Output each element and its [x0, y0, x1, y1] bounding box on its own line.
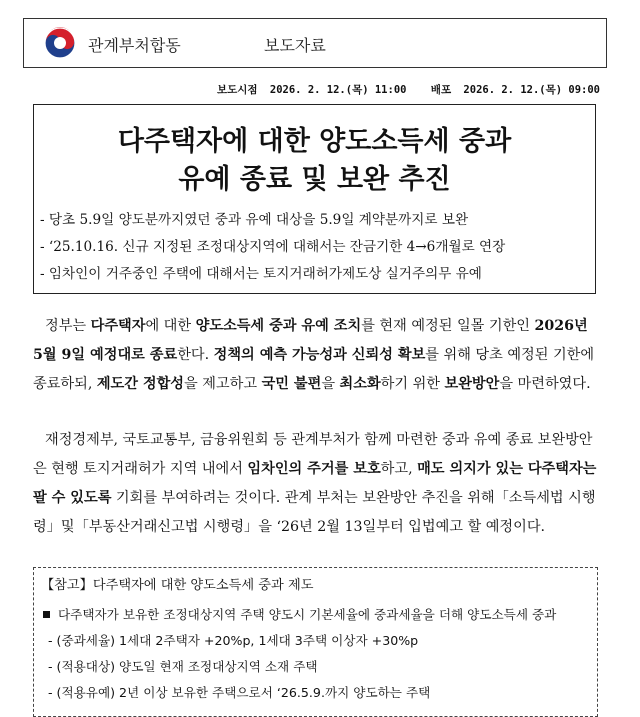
release-time-label: 보도시점 [216, 84, 258, 96]
reference-sub-item: - (중과세율) 1세대 2주택자 +20%p, 1세대 3주택 이상자 +30%p [48, 633, 419, 648]
summary-bullet: - ‘25.10.16. 신규 지정된 조정대상지역에 대해서는 잔금기한 4→6개월로 연장 [40, 239, 506, 255]
square-bullet-icon [43, 611, 50, 618]
summary-bullets [40, 207, 592, 288]
summary-bullet: - 당초 5.9일 양도분까지였던 중과 유예 대상을 5.9일 계약분까지로 보완 [40, 212, 469, 228]
reference-sub-item: - (적용대상) 양도일 현재 조정대상지역 소재 주택 [48, 659, 318, 674]
reference-box [33, 567, 598, 717]
taegeuk-emblem-icon [44, 27, 76, 59]
reference-main-item: 다주택자가 보유한 조정대상지역 주택 양도시 기본세율에 중과세율을 더해 양도소득세 중과 [43, 604, 556, 623]
reference-title: 【참고】다주택자에 대한 양도소득세 중과 제도 [41, 578, 314, 593]
press-header [23, 18, 607, 68]
distribution-value: 2026. 2. 12.(목) 09:00 [463, 84, 600, 96]
body-paragraph-2: 재정경제부, 국토교통부, 금융위원회 등 관계부처가 함께 마련한 중과 유예 종료 보완방안은 현행 토지거래허가 지역 내에서 임차인의 주거를 보호하고, 매도 의지가 있는 다주택자는 팔 수 있도록 기회를 부여하려는 것이다. 관계 부처는 보완방안 추진을 위해「소득세법 시행령」및「부동산거래신고법 시행령」을 ‘26년 2월 13일부터 입법예고 할 예정이다. [33, 432, 597, 535]
headline-box [33, 104, 596, 294]
release-info [217, 82, 600, 97]
summary-bullet: - 임차인이 거주중인 주택에 대해서는 토지거래허가제도상 실거주의무 유예 [40, 266, 482, 282]
headline-line-1: 다주택자에 대한 양도소득세 중과 [117, 126, 512, 157]
headline-line-2: 유예 종료 및 보완 추진 [178, 164, 451, 195]
body-paragraph-1: 정부는 다주택자에 대한 양도소득세 중과 유예 조치를 현재 예정된 일몰 기한인 2026년 5월 9일 예정대로 종료한다. 정책의 예측 가능성과 신뢰성 확보를 위해 당초 예정된 기한에 종료하되, 제도간 정합성을 제고하고 국민 불편을 최소화하기 위한 보완방안을 마련하였다. [33, 318, 595, 392]
distribution-label: 배포 [430, 84, 452, 96]
document-type: 보도자료 [264, 36, 326, 55]
reference-sub-item: - (적용유예) 2년 이상 보유한 주택으로서 ‘26.5.9.까지 양도하는 주택 [48, 685, 431, 700]
release-time-value: 2026. 2. 12.(목) 11:00 [269, 84, 407, 96]
agency-name: 관계부처합동 [88, 36, 181, 55]
